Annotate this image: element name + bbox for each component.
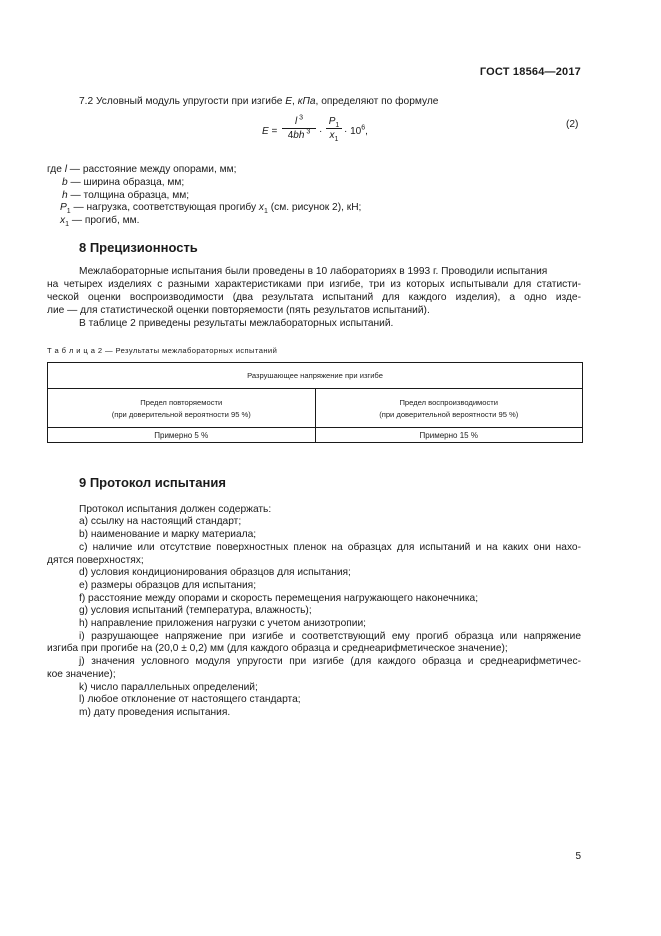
list-item: b) наименование и марку материала;	[79, 529, 257, 540]
table-cell-repeatability: Примерно 5 %	[48, 428, 316, 442]
list-item: f) расстояние между опорами и скорость перемещения нагружающего наконечника;	[79, 593, 479, 604]
section-8-para-1-line-1: Межлабораторные испытания были проведены в 10 лабораториях в 1993 г. Проводили испытания	[79, 266, 548, 277]
formula-lhs: E =	[262, 126, 278, 137]
section-8-para-2: В таблице 2 приведены результаты межлабораторных испытаний.	[79, 318, 394, 329]
document-standard-header: ГОСТ 18564—2017	[479, 66, 581, 78]
table-col-reproducibility	[316, 389, 583, 427]
section-8-para-1-line-4: лие — для статистической оценки повторяемости (пять результатов испытаний).	[47, 305, 430, 316]
report-intro: Протокол испытания должен содержать:	[79, 504, 272, 515]
where-b: b — ширина образца, мм;	[62, 177, 185, 188]
table-row	[48, 428, 582, 442]
table-col2-note: (при доверительной вероятности 95 %)	[379, 409, 519, 419]
formula-dot: ·	[319, 126, 323, 137]
table-subheader-row	[48, 389, 582, 428]
table-col1-title: Предел повторяемости	[140, 397, 223, 407]
table-2	[47, 362, 583, 443]
table-cell-reproducibility: Примерно 15 %	[419, 430, 478, 440]
list-item: a) ссылку на настоящий стандарт;	[79, 516, 242, 527]
formula-number: (2)	[566, 119, 579, 130]
page-number: 5	[575, 851, 581, 862]
list-item: i) разрушающее напряжение при изгибе и соответствующий ему прогиб образца или напряжение	[79, 631, 581, 642]
table-col2-title: Предел воспроизводимости	[399, 397, 499, 407]
list-item: l) любое отклонение от настоящего стандарта;	[79, 694, 301, 705]
table-header: Разрушающее напряжение при изгибе	[48, 363, 582, 389]
where-l: где l — расстояние между опорами, мм;	[47, 164, 237, 175]
list-item: m) дату проведения испытания.	[79, 707, 231, 718]
table-2-caption: Т а б л и ц а 2 — Результаты межлабораторных испытаний	[47, 346, 278, 355]
formula-den-2: $x_1$	[329, 130, 339, 143]
where-x1: $x_1$ — прогиб, мм.	[60, 215, 140, 229]
table-col-repeatability	[48, 389, 316, 427]
where-h: h — толщина образца, мм;	[62, 190, 190, 201]
list-item: e) размеры образцов для испытания;	[79, 580, 257, 591]
formula-tail: · $10^6$,	[344, 124, 368, 137]
formula-fraction-1	[282, 116, 316, 141]
formula-num-2: $P_1$	[328, 116, 340, 129]
section-8-para-1-line-2: на четырех изделиях с разными характеристиками при изгибе, три из которых испытывали для статисти-	[47, 279, 581, 290]
section-8-heading: 8 Прецизионность	[79, 240, 198, 255]
list-item: k) число параллельных определений;	[79, 682, 258, 693]
list-item-continuation: дятся поверхностях;	[47, 555, 144, 566]
list-item: d) условия кондиционирования образцов для испытания;	[79, 567, 351, 578]
section-8-para-1-line-3: ческой оценки воспроизводимости (два результата испытаний для каждого изделия), а одно изде-	[47, 292, 581, 303]
table-col1-note: (при доверительной вероятности 95 %)	[111, 409, 251, 419]
list-item-continuation: кое значение);	[47, 669, 116, 680]
list-item: j) значения условного модуля упругости при изгибе (для каждого образца и среднеарифметичес-	[79, 656, 581, 667]
clause-7-2-intro: 7.2 Условный модуль упругости при изгибе E, кПа, определяют по формуле	[79, 96, 439, 107]
list-item: c) наличие или отсутствие поверхностных пленок на образцах для испытаний и на каких они нахо-	[79, 542, 581, 553]
section-9-heading: 9 Протокол испытания	[79, 475, 226, 490]
list-item: g) условия испытаний (температура, влажность);	[79, 605, 312, 616]
formula-den-1: 4bh $^3$	[287, 128, 311, 141]
where-p1: $P_1$ — нагрузка, соответствующая прогибу $x_1$ (см. рисунок 2), кН;	[60, 202, 362, 216]
formula-2	[262, 116, 382, 152]
formula-num-1: l $^3$	[294, 114, 304, 127]
formula-fraction-2	[326, 116, 342, 141]
list-item: h) направление приложения нагрузки с учетом анизотропии;	[79, 618, 366, 629]
list-item-continuation: изгиба при прогибе на (20,0 ± 0,2) мм (для каждого образца и среднеарифметическое значение);	[47, 643, 508, 654]
